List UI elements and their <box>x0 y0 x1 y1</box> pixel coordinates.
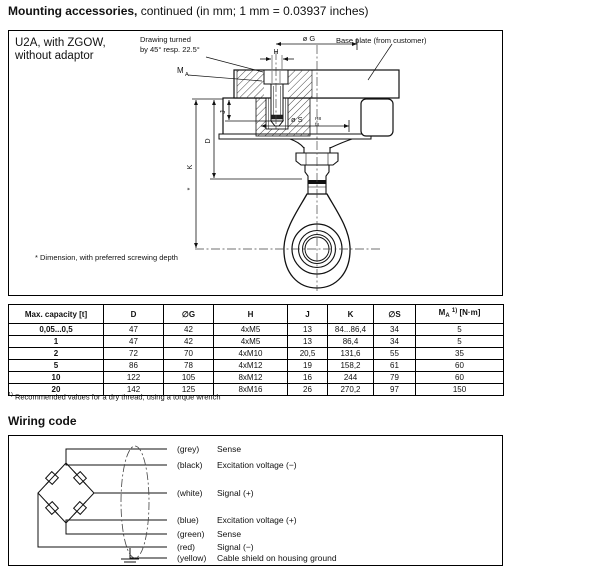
mounting-drawing-panel <box>8 30 503 296</box>
cell: 8xM12 <box>214 372 288 384</box>
cell: 0,05...0,5 <box>9 324 104 336</box>
table-row <box>9 372 504 384</box>
cell: 34 <box>374 336 416 348</box>
cell: 55 <box>374 348 416 360</box>
cell: 122 <box>104 372 164 384</box>
table-row <box>9 336 504 348</box>
dim-label-h: H <box>273 49 279 56</box>
cell: 34 <box>374 324 416 336</box>
cell: 47 <box>104 324 164 336</box>
cell: 125 <box>164 384 214 396</box>
dim-label-s-tol-top: H8 <box>315 117 322 122</box>
cell: 97 <box>374 384 416 396</box>
cell: 5 <box>416 324 504 336</box>
cell: 150 <box>416 384 504 396</box>
table-row <box>9 348 504 360</box>
wire-function-label: Sense <box>217 529 242 539</box>
table-footnote-marker: 1) <box>8 392 13 398</box>
dim-label-d: D <box>205 138 212 144</box>
cell: 79 <box>374 372 416 384</box>
table-footnote <box>8 392 221 402</box>
cell: 42 <box>164 324 214 336</box>
col-header-s: ∅S <box>374 305 416 324</box>
cell: 10 <box>9 372 104 384</box>
cable-connector-block <box>361 99 393 136</box>
cell: 13 <box>288 324 328 336</box>
page-title-rest: continued (in mm; 1 mm = 0.03937 inches) <box>137 4 369 18</box>
dim-label-g: ø G <box>302 34 316 43</box>
base-plate <box>234 70 399 98</box>
cell: 20,5 <box>288 348 328 360</box>
table-footnote-text: Recommended values for a dry thread, using a torque wrench <box>12 392 221 402</box>
col-header-g: ∅G <box>164 305 214 324</box>
cell: 5 <box>9 360 104 372</box>
cell: 8xM16 <box>214 384 288 396</box>
dim-label-k-star: * <box>187 187 194 191</box>
cell: 158,2 <box>328 360 374 372</box>
base-plate-label: Base plate (from customer) <box>336 36 427 45</box>
dim-label-s-tol-bottom: f8 <box>315 123 320 128</box>
cell: 2 <box>9 348 104 360</box>
page-title <box>8 4 369 18</box>
cell: 78 <box>164 360 214 372</box>
dim-label-j: J <box>220 110 227 114</box>
wires <box>38 449 167 558</box>
cell: 60 <box>416 372 504 384</box>
table-row <box>9 324 504 336</box>
cable-shield-ellipse <box>121 446 149 558</box>
wire-function-label: Excitation voltage (+) <box>217 515 297 525</box>
wire-color-label: (red) <box>177 542 195 552</box>
drawing-footnote: * Dimension, with preferred screwing depth <box>35 253 178 262</box>
cell: 42 <box>164 336 214 348</box>
cell: 105 <box>164 372 214 384</box>
page-title-bold: Mounting accessories, <box>8 4 138 18</box>
cell: 86,4 <box>328 336 374 348</box>
wire-labels <box>177 444 337 563</box>
wire-blue <box>66 520 167 523</box>
col-header-k: K <box>328 305 374 324</box>
wire-black <box>66 463 167 465</box>
cell: 86 <box>104 360 164 372</box>
cell: 70 <box>164 348 214 360</box>
turn-note-line1: Drawing turned <box>140 35 191 44</box>
dim-label-s: ø S <box>291 115 303 124</box>
col-header-h: H <box>214 305 288 324</box>
wiring-diagram <box>9 436 502 563</box>
wire-function-label: Signal (−) <box>217 542 254 552</box>
table-header-row <box>9 305 504 324</box>
cell: 16 <box>288 372 328 384</box>
cell: 47 <box>104 336 164 348</box>
cell: 5 <box>416 336 504 348</box>
cell: 4xM5 <box>214 324 288 336</box>
cell: 35 <box>416 348 504 360</box>
cell: 61 <box>374 360 416 372</box>
dimensions-table <box>8 304 504 396</box>
wire-grey <box>66 449 167 463</box>
cell: 4xM12 <box>214 360 288 372</box>
cell: 244 <box>328 372 374 384</box>
cell: 1 <box>9 336 104 348</box>
rod-end-eye <box>284 139 352 288</box>
wire-function-label: Signal (+) <box>217 488 254 498</box>
dim-label-ma-sub: A <box>185 72 189 78</box>
wiring-code-heading: Wiring code <box>8 414 77 428</box>
cell: 4xM5 <box>214 336 288 348</box>
cell: 84...86,4 <box>328 324 374 336</box>
wire-color-label: (green) <box>177 529 205 539</box>
wire-function-label: Excitation voltage (−) <box>217 460 297 470</box>
dim-label-k: K <box>187 164 194 170</box>
wire-color-label: (yellow) <box>177 553 207 563</box>
wire-color-label: (blue) <box>177 515 199 525</box>
wheatstone-bridge <box>38 463 94 523</box>
cell: 72 <box>104 348 164 360</box>
cell: 20 <box>9 384 104 396</box>
cell: 4xM10 <box>214 348 288 360</box>
cell: 26 <box>288 384 328 396</box>
cell: 60 <box>416 360 504 372</box>
dim-label-ma: M <box>177 66 184 75</box>
wire-color-label: (black) <box>177 460 203 470</box>
wire-function-label: Sense <box>217 444 242 454</box>
cell: 142 <box>104 384 164 396</box>
wire-color-label: (white) <box>177 488 203 498</box>
cell: 13 <box>288 336 328 348</box>
variant-label-line1: U2A, with ZGOW, <box>15 37 106 49</box>
variant-label-line2: without adaptor <box>15 50 94 62</box>
wire-color-label: (grey) <box>177 444 200 454</box>
col-header-d: D <box>104 305 164 324</box>
cell: 131,6 <box>328 348 374 360</box>
wire-function-label: Cable shield on housing ground <box>217 553 337 563</box>
col-header-capacity: Max. capacity [t] <box>9 305 104 324</box>
wire-green <box>66 523 167 534</box>
col-header-ma: $M_A$ $^{1)}$ [N·m] <box>416 305 504 324</box>
table-row <box>9 360 504 372</box>
col-header-j: J <box>288 305 328 324</box>
wiring-code-panel <box>8 435 503 566</box>
turn-note-line2: by 45° resp. 22.5° <box>140 45 200 54</box>
cell: 270,2 <box>328 384 374 396</box>
cell: 19 <box>288 360 328 372</box>
load-cell-drawing <box>9 31 502 293</box>
